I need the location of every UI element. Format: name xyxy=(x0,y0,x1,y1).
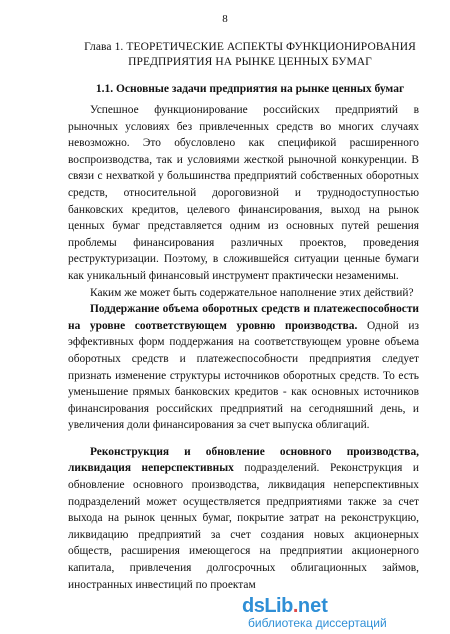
watermark[interactable] xyxy=(240,594,440,632)
paragraph-4 xyxy=(68,444,419,593)
body-text xyxy=(68,102,419,593)
watermark-logo-text: dsLib xyxy=(242,595,293,617)
watermark-subtitle: библиотека диссертаций xyxy=(248,616,387,630)
paragraph-3-heading: Поддержание объема оборотных средств и платежеспособности на уровне соответствующем уровню производства. xyxy=(68,303,419,332)
paragraph-1: Успешное функционирование российских предприятий в рыночных условиях без привлеченных средств во многих случаях невозможно. Это обусловлено как спецификой расширенного воспроизводства, так и условиями жесткой рыночной конкуренции. В связи с нехваткой у большинства предприятий собственных оборотных средств, относительной дороговизной и труднодоступностью банковских кредитов, целевого финансирования, выход на рынок ценных бумаг представляется одним из основных путей решения проблемы финансирования различных проектов, проведения реструктуризации. Поэтому, в сложившейся ситуации ценные бумаги как уникальный финансовый инструмент практически незаменимы. xyxy=(68,104,419,282)
paragraph-4-heading: Реконструкция и обновление основного производства, ликвидация неперспективных xyxy=(68,445,419,475)
section-title: 1.1. Основные задачи предприятия на рынке ценных бумаг xyxy=(95,83,405,95)
paragraph-3-text: Одной из эффективных форм поддержания на соответствующем уровне объема оборотных средств и платежеспособности предприятия следует признать изменение структуры источников оборотных средств. То есть уменьшение прямых банковских кредитов - как основных источников финансирования российских предприятий на сегодняшний день, и увеличения доли финансирования за счет выпуска облигаций. xyxy=(68,319,419,432)
watermark-logo-tld: net xyxy=(297,595,328,617)
watermark-logo xyxy=(242,594,304,618)
watermark-logo-dot: . xyxy=(292,595,298,617)
page-number: 8 xyxy=(222,13,228,25)
paragraph-2: Каким же может быть содержательное наполнение этих действий? xyxy=(90,286,414,299)
paragraph-4-text: подразделений. Реконструкция и обновление основного производства, ликвидация неперспективных подразделений может осуществляется предприятиями также за счет выхода на рынок ценных бумаг, покрытие затрат на реконструкцию, ликвидацию предприятий за счет создания новых акционерных обществ, расширения имеющегося на предприятии акционерного капитала, привлечения долгосрочных облигационных займов, иностранных инвестиций по проектам xyxy=(68,462,419,591)
paragraph-3 xyxy=(68,301,419,434)
chapter-title: Глава 1. ТЕОРЕТИЧЕСКИЕ АСПЕКТЫ ФУНКЦИОНИРОВАНИЯ ПРЕДПРИЯТИЯ НА РЫНКЕ ЦЕННЫХ БУМАГ xyxy=(84,41,416,68)
